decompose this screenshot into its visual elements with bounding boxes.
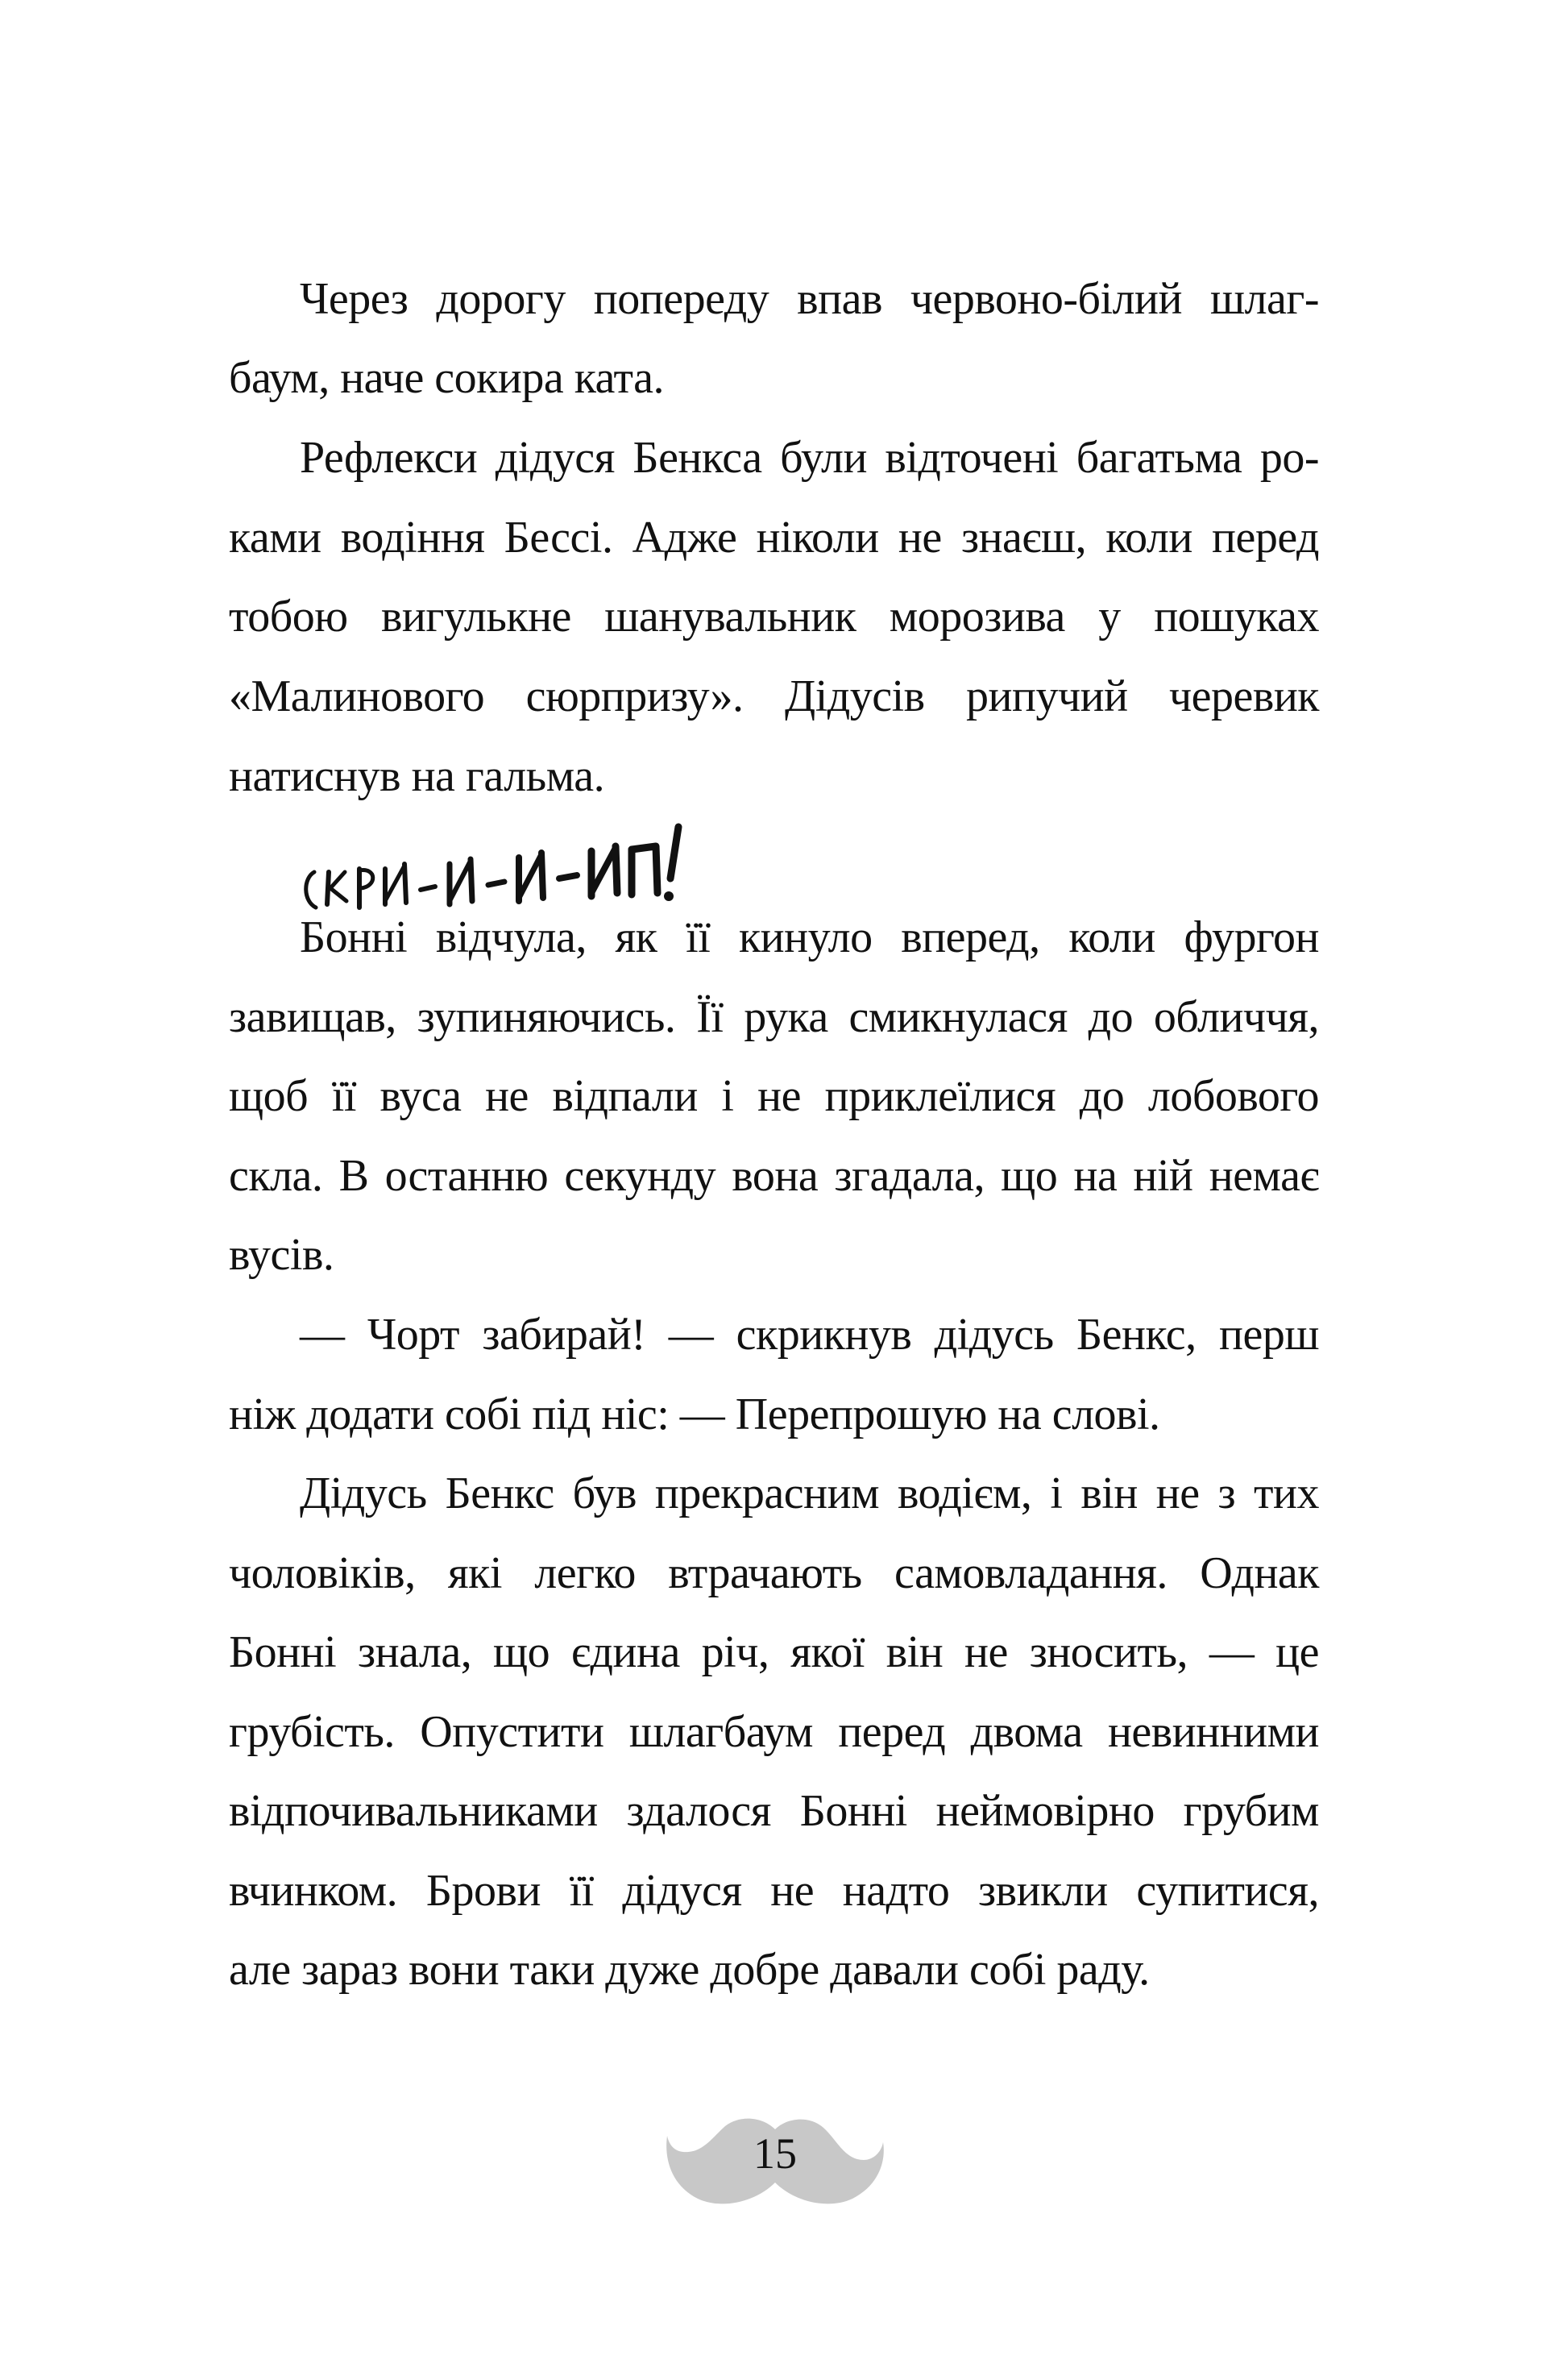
text-line: «Малинового сюрпризу». Дідусів рипучий черевик — [229, 671, 1319, 721]
text-line: Бонні знала, що єдина річ, якої він не зносить, — це — [229, 1627, 1319, 1677]
text-line: натиснув на гальма. — [229, 751, 605, 801]
text-line: баум, наче сокира ката. — [229, 353, 664, 403]
text-line: тобою вигулькне шанувальник морозива у пошуках — [229, 592, 1319, 642]
text-line: вусів. — [229, 1230, 334, 1280]
text-line: але зараз вони таки дуже добре давали собі раду. — [229, 1945, 1150, 1995]
text-line: Рефлекси дідуся Бенкса були відточені багатьма ро- — [300, 433, 1319, 483]
page-number-folio — [666, 2112, 885, 2208]
text-line: чоловіків, які легко втрачають самовладання. Однак — [229, 1548, 1319, 1598]
dialogue-line: — Чорт забирай! — скрикнув дідусь Бенкс, перш — [300, 1310, 1319, 1360]
text-line: скла. В останню секунду вона згадала, що на ній немає — [229, 1151, 1319, 1201]
text-line: відпочивальниками здалося Бонні неймовірно грубим — [229, 1786, 1319, 1836]
text-line: Дідусь Бенкс був прекрасним водієм, і він не з тих — [300, 1468, 1319, 1518]
dialogue-line: ніж додати собі під ніс: — Перепрошую на слові. — [229, 1389, 1160, 1439]
text-line: Через дорогу попереду впав червоно-білий шлаг- — [300, 274, 1319, 324]
text-line: завищав, зупиняючись. Її рука смикнулася до обличчя, — [229, 992, 1319, 1042]
page-number: 15 — [753, 2129, 797, 2178]
text-line: Бонні відчула, як її кинуло вперед, коли фургон — [300, 912, 1319, 962]
text-line: ками водіння Бессі. Адже ніколи не знаєш, коли перед — [229, 513, 1319, 563]
text-line: грубість. Опустити шлагбаум перед двома невинними — [229, 1707, 1319, 1757]
text-line: щоб її вуса не відпали і не приклеїлися до лобового — [229, 1071, 1319, 1121]
text-line: вчинком. Брови її дідуся не надто звикли супитися, — [229, 1866, 1319, 1916]
